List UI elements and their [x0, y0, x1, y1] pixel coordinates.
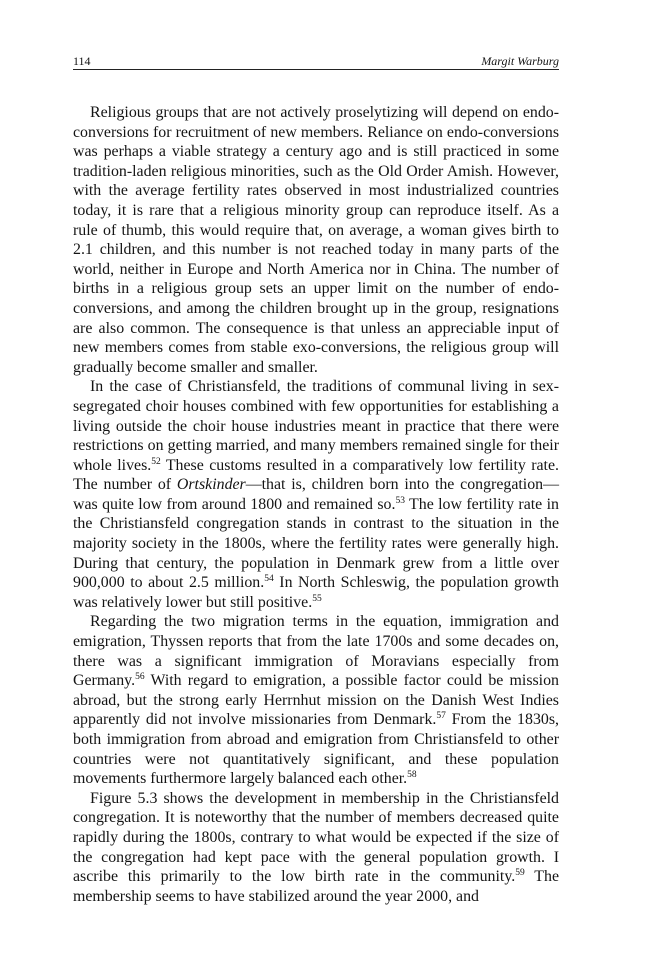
paragraph — [73, 377, 559, 612]
running-head-author: Margit Warburg — [481, 54, 559, 68]
paragraph — [73, 612, 559, 788]
text-run: In North Schleswig, the population growth was relatively lower but still positive. — [73, 574, 559, 611]
footnote-marker: 57 — [436, 711, 446, 722]
text-run: The membership seems to have stabilized around the year 2000, and — [73, 868, 559, 905]
text-run: —that is, children born into the congregation—was quite low from around 1800 and remained so. — [73, 476, 560, 513]
italic-term: Ortskinder — [176, 476, 246, 494]
text-run: These customs resulted in a comparatively low fertility rate. The number of — [73, 456, 559, 494]
text-run: With regard to emigration, a possible factor could be mission abroad, but the strong early Herrnhut mission on the Danish West Indies apparently did not involve missionaries from Denmark. — [73, 672, 559, 729]
text-run: In the case of Christiansfeld, the traditions of communal living in sex-segregated choir houses combined with few opportunities for establishing a living outside the choir house industries meant in practice that there were restrictions on getting married, and many members remained single for their whole lives. — [73, 378, 559, 474]
page-number: 114 — [73, 54, 91, 68]
footnote-marker: 54 — [264, 574, 274, 585]
text-run: Regarding the two migration terms in the equation, immigration and emigration, Thyssen reports that from the late 1700s and some decades on, there was a significant immigration of Moravians especially from Germany. — [73, 613, 559, 690]
footnote-marker: 56 — [135, 672, 145, 683]
text-run: From the 1830s, both immigration from abroad and emigration from Christiansfeld to other countries were not quantitatively significant, and these population movements furthermore largely balanced each other. — [73, 711, 559, 788]
paragraph — [73, 103, 559, 377]
header-rule — [73, 69, 559, 70]
footnote-marker: 53 — [395, 495, 405, 506]
footnote-marker: 52 — [151, 456, 161, 467]
footnote-marker: 55 — [312, 593, 322, 604]
paragraph — [73, 789, 559, 907]
text-run: Figure 5.3 shows the development in membership in the Christiansfeld congregation. It is noteworthy that the number of members decreased quite rapidly during the 1800s, contrary to what would be expected if the size of the congregation had kept pace with the general population growth. I ascribe this primarily to the low birth rate in the community. — [73, 789, 559, 886]
footnote-marker: 58 — [407, 770, 417, 781]
text-run: The low fertility rate in the Christiansfeld congregation stands in contrast to the situation in the majority society in the 1800s, where the fertility rates were generally high. During that century, the population in Denmark grew from a little over 900,000 to about 2.5 million. — [73, 495, 559, 592]
footnote-marker: 59 — [515, 868, 525, 879]
body-text — [73, 103, 559, 906]
text-run: Religious groups that are not actively proselytizing will depend on endo-conversions for recruitment of new members. Reliance on endo-conversions was perhaps a viable strategy a century ago and is still practiced in some tradition-laden religious minorities, such as the Old Order Amish. However, with the average fertility rates observed in most industrialized countries today, it is rare that a religious minority group can reproduce itself. As a rule of thumb, this would require that, on average, a woman gives birth to 2.1 children, and this number is not reached today in many parts of the world, neither in Europe and North America nor in China. The number of births in a religious group sets an upper limit on the number of endo-conversions, and among the children brought up in the group, resignations are also common. The consequence is that unless an appreciable input of new members comes from stable exo-conversions, the religious group will gradually become smaller and smaller. — [73, 104, 559, 376]
running-head — [73, 52, 559, 70]
